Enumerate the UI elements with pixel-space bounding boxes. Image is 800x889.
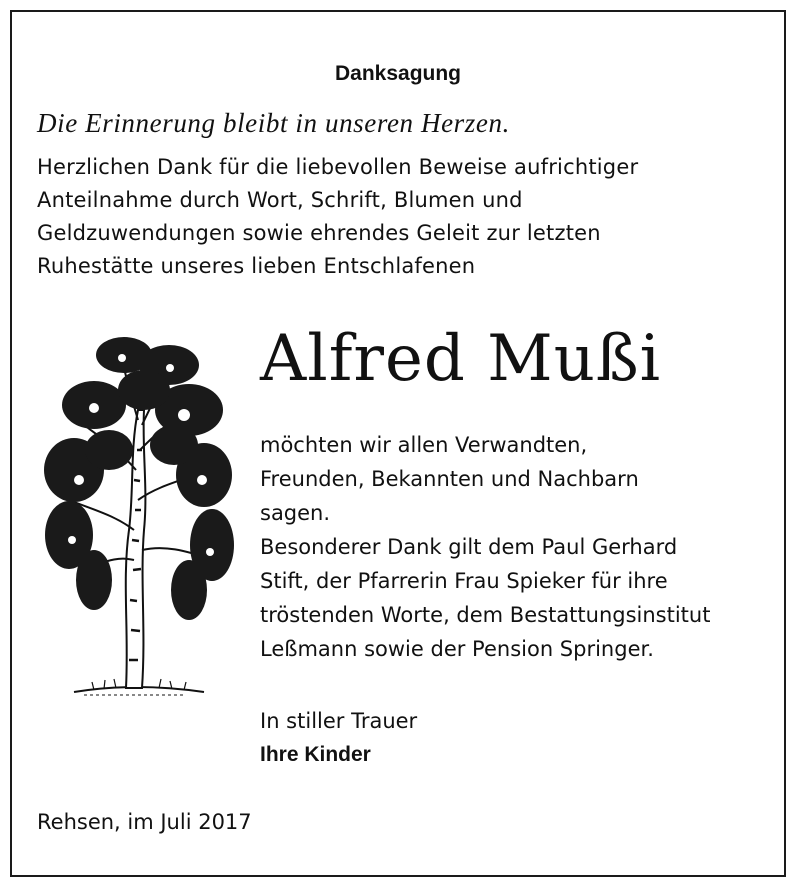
deceased-name: Alfred Mußi	[260, 322, 662, 396]
intro-line: Ruhestätte unseres lieben Entschlafenen	[37, 254, 476, 278]
birch-tree-icon	[34, 330, 234, 700]
intro-line: Herzlichen Dank für die liebevollen Beweise aufrichtiger	[37, 155, 639, 179]
body-line: möchten wir allen Verwandten,	[260, 433, 588, 457]
obituary-notice	[10, 10, 786, 877]
thanks-text	[260, 428, 780, 666]
motto: Die Erinnerung bleibt in unseren Herzen.	[37, 108, 510, 138]
place-date: Rehsen, im Juli 2017	[37, 810, 252, 834]
intro-line: Anteilnahme durch Wort, Schrift, Blumen und	[37, 188, 523, 212]
intro-text	[37, 151, 777, 283]
body-line: Freunden, Bekannten und Nachbarn	[260, 467, 639, 491]
closing-line: In stiller Trauer	[260, 709, 418, 733]
notice-title: Danksagung	[334, 62, 462, 85]
signature: Ihre Kinder	[260, 743, 371, 766]
body-line: Leßmann sowie der Pension Springer.	[260, 637, 654, 661]
intro-line: Geldzuwendungen sowie ehrendes Geleit zur letzten	[37, 221, 601, 245]
closing-block	[260, 704, 417, 772]
body-line: sagen.	[260, 501, 331, 525]
body-line: Stift, der Pfarrerin Frau Spieker für ihre	[260, 569, 668, 593]
body-line: Besonderer Dank gilt dem Paul Gerhard	[260, 535, 678, 559]
body-line: tröstenden Worte, dem Bestattungsinstitut	[260, 603, 711, 627]
